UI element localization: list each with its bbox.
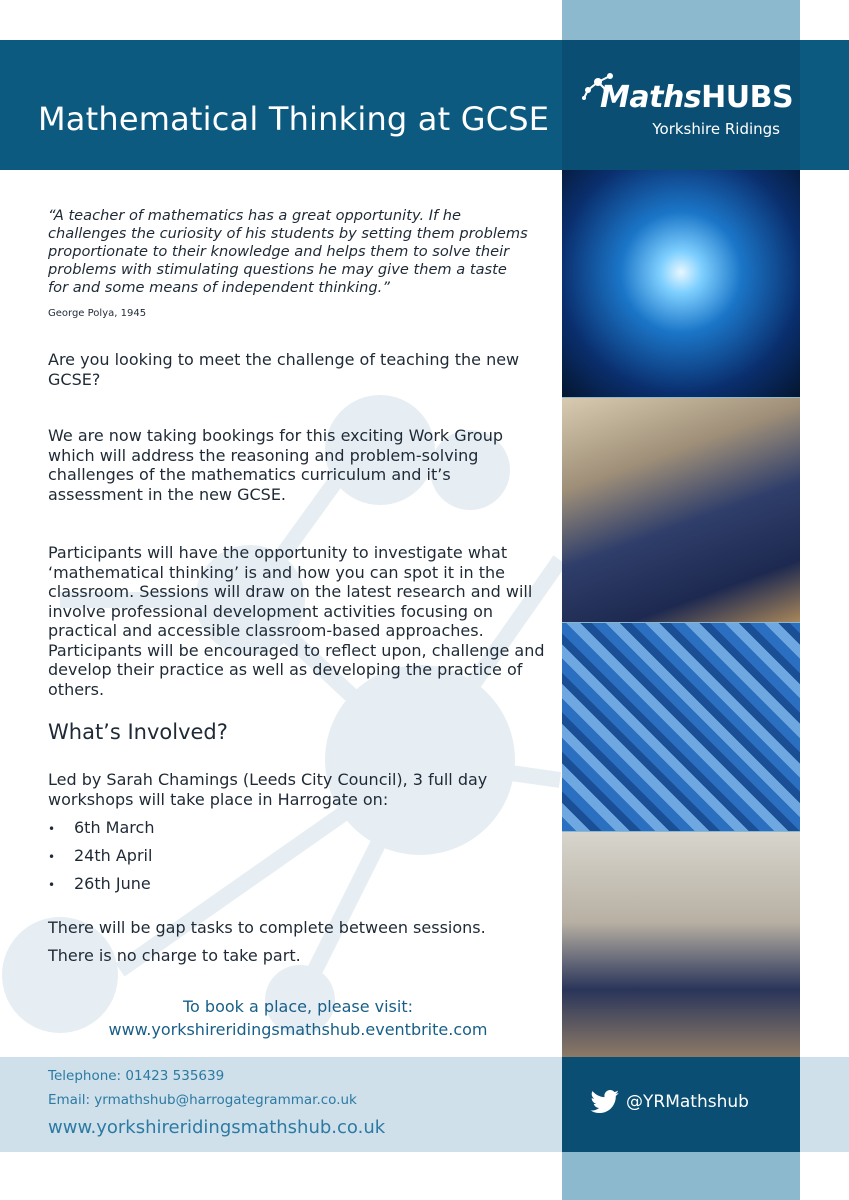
gap-tasks-text: There will be gap tasks to complete between sessions. <box>48 918 486 937</box>
page-title: Mathematical Thinking at GCSE <box>38 100 550 138</box>
abstract-light-photo <box>562 170 800 397</box>
bullet-icon: • <box>48 822 56 836</box>
logo-maths-text: Maths <box>600 80 702 115</box>
list-item <box>48 846 154 874</box>
twitter-handle-link[interactable] <box>590 1090 749 1114</box>
footer-right-edge <box>800 1057 849 1152</box>
workshop-date: 24th April <box>74 846 153 865</box>
mathshubs-logo <box>580 70 794 145</box>
no-charge-text: There is no charge to take part. <box>48 946 301 965</box>
booking-prompt: To book a place, please visit: <box>183 997 413 1016</box>
workshops-intro: Led by Sarah Chamings (Leeds City Council), 3 full day workshops will take place in Harrogate on: <box>48 770 488 809</box>
website-link[interactable]: www.yorkshireridingsmathshub.co.uk <box>48 1117 386 1138</box>
blue-cubes-spiral-photo <box>562 623 800 831</box>
bookings-paragraph: We are now taking bookings for this exciting Work Group which will address the reasoning and problem-solving challenges of the mathematics curriculum and it’s assessment in the new GCSE. <box>48 426 503 504</box>
email-link[interactable]: Email: yrmathshub@harrogategrammar.co.uk <box>48 1092 357 1108</box>
workshop-date: 6th March <box>74 818 155 837</box>
bullet-icon: • <box>48 850 56 864</box>
quote-author: George Polya, 1945 <box>48 308 147 319</box>
whats-involved-heading: What’s Involved? <box>48 720 228 744</box>
bullet-icon: • <box>48 878 56 892</box>
list-item <box>48 818 154 846</box>
students-writing-photo <box>562 398 800 622</box>
logo-subtitle: Yorkshire Ridings <box>652 120 780 138</box>
telephone-text: Telephone: 01423 535639 <box>48 1068 225 1084</box>
participants-paragraph: Participants will have the opportunity to investigate what ‘mathematical thinking’ is and how you can spot it in the classroom. Sessions will draw on the latest research and will involve professional development activities focusing on practical and accessible classroom-based approaches. Participants will be encouraged to reflect upon, challenge and develop their practice as well as developing the practice of others. <box>48 543 545 699</box>
logo-hubs-text: HUBS <box>701 80 794 115</box>
twitter-bird-icon <box>590 1090 620 1114</box>
students-laptop-photo <box>562 832 800 1057</box>
twitter-handle-text: @YRMathshub <box>626 1092 749 1112</box>
polya-quote: “A teacher of mathematics has a great opportunity. If he challenges the curiosity of his students by setting them problems proportionate to their knowledge and helps them to solve their problems with stimulating questions he may give them a taste for and some means of independent thinking.” <box>48 207 528 296</box>
logo-wordmark <box>600 80 793 115</box>
list-item <box>48 874 154 902</box>
intro-question: Are you looking to meet the challenge of teaching the new GCSE? <box>48 350 520 389</box>
header-right-edge <box>800 40 849 170</box>
eventbrite-link[interactable]: www.yorkshireridingsmathshub.eventbrite.com <box>108 1020 488 1039</box>
workshop-date: 26th June <box>74 874 151 893</box>
workshop-dates-list <box>48 818 154 902</box>
